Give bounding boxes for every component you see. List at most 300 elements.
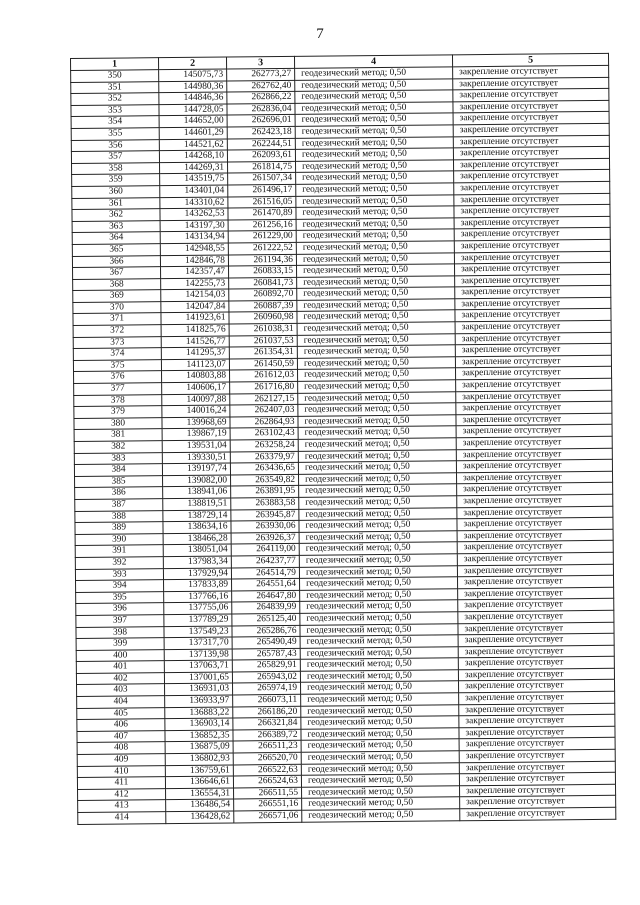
marking-cell: закрепление отсутствует <box>457 529 613 542</box>
header-coordinate-x: 2 <box>159 57 227 70</box>
coordinate-x-cell: 138819,51 <box>163 498 231 510</box>
marking-cell: закрепление отсутствует <box>454 193 610 206</box>
marking-cell: закрепление отсутствует <box>456 390 612 403</box>
point-number-cell: 393 <box>75 568 163 580</box>
method-cell: геодезический метод; 0,50 <box>300 658 458 671</box>
coordinate-y-cell: 262407,03 <box>230 405 298 417</box>
coordinate-x-cell: 139968,69 <box>162 417 230 429</box>
marking-cell: закрепление отсутствует <box>456 436 612 449</box>
method-cell: геодезический метод; 0,50 <box>296 206 454 219</box>
coordinate-y-cell: 266511,23 <box>233 741 301 753</box>
coordinate-y-cell: 266520,70 <box>233 752 301 764</box>
coordinate-y-cell: 263102,43 <box>230 428 298 440</box>
coordinate-y-cell: 265943,02 <box>232 671 300 683</box>
coordinate-y-cell: 264551,64 <box>232 578 300 590</box>
coordinate-y-cell: 261612,03 <box>230 370 298 382</box>
point-number-cell: 352 <box>71 93 159 105</box>
coordinate-x-cell: 137929,94 <box>163 568 231 580</box>
point-number-cell: 362 <box>72 209 160 221</box>
marking-cell: закрепление отсутствует <box>453 89 609 102</box>
method-cell: геодезический метод; 0,50 <box>300 600 458 613</box>
coordinate-y-cell: 260887,39 <box>229 300 297 312</box>
point-number-cell: 400 <box>76 649 164 661</box>
header-point-number: 1 <box>71 58 159 71</box>
marking-cell: закрепление отсутствует <box>453 123 609 136</box>
coordinate-x-cell: 139330,51 <box>162 452 230 464</box>
method-cell: геодезический метод; 0,50 <box>298 461 456 474</box>
marking-cell: закрепление отсутствует <box>458 645 614 658</box>
coordinate-y-cell: 262866,22 <box>227 92 295 104</box>
point-number-cell: 368 <box>73 278 161 290</box>
coordinate-y-cell: 263930,06 <box>231 520 299 532</box>
marking-cell: закрепление отсутствует <box>454 170 610 183</box>
coordinate-x-cell: 144521,62 <box>159 139 227 151</box>
coordinate-x-cell: 136428,62 <box>166 811 234 823</box>
coordinate-y-cell: 263883,58 <box>231 497 299 509</box>
method-cell: геодезический метод; 0,50 <box>295 125 453 138</box>
coordinates-table <box>70 53 616 825</box>
coordinate-y-cell: 260841,73 <box>229 277 297 289</box>
coordinate-x-cell: 142154,03 <box>161 289 229 301</box>
point-number-cell: 367 <box>73 267 161 279</box>
marking-cell: закрепление отсутствует <box>459 703 615 716</box>
method-cell: геодезический метод; 0,50 <box>298 403 456 416</box>
method-cell: геодезический метод; 0,50 <box>302 809 460 822</box>
coordinate-y-cell: 261814,75 <box>228 161 296 173</box>
marking-cell: закрепление отсутствует <box>454 228 610 241</box>
coordinate-y-cell: 264119,00 <box>231 544 299 556</box>
coordinate-y-cell: 261354,31 <box>229 347 297 359</box>
coordinate-y-cell: 260833,15 <box>229 265 297 277</box>
coordinate-x-cell: 136883,22 <box>165 707 233 719</box>
coordinate-x-cell: 142255,73 <box>161 278 229 290</box>
coordinate-y-cell: 262773,27 <box>227 68 295 80</box>
point-number-cell: 389 <box>75 522 163 534</box>
method-cell: геодезический метод; 0,50 <box>295 160 453 173</box>
marking-cell: закрепление отсутствует <box>455 297 611 310</box>
point-number-cell: 390 <box>75 533 163 545</box>
coordinate-x-cell: 140016,24 <box>162 405 230 417</box>
point-number-cell: 406 <box>77 719 165 731</box>
method-cell: геодезический метод; 0,50 <box>297 310 455 323</box>
method-cell: геодезический метод; 0,50 <box>301 774 459 787</box>
point-number-cell: 384 <box>74 464 162 476</box>
marking-cell: закрепление отсутствует <box>458 587 614 600</box>
method-cell: геодезический метод; 0,50 <box>301 739 459 752</box>
coordinate-x-cell: 137001,65 <box>164 672 232 684</box>
point-number-cell: 388 <box>75 510 163 522</box>
marking-cell: закрепление отсутствует <box>453 65 609 78</box>
method-cell: геодезический метод; 0,50 <box>300 612 458 625</box>
method-cell: геодезический метод; 0,50 <box>295 90 453 103</box>
marking-cell: закрепление отсутствует <box>456 402 612 415</box>
marking-cell: закрепление отсутствует <box>454 251 610 264</box>
coordinate-y-cell: 261037,53 <box>229 335 297 347</box>
method-cell: геодезический метод; 0,50 <box>295 78 453 91</box>
coordinate-x-cell: 140097,88 <box>162 394 230 406</box>
point-number-cell: 373 <box>73 336 161 348</box>
coordinate-x-cell: 137755,06 <box>164 602 232 614</box>
marking-cell: закрепление отсутствует <box>454 262 610 275</box>
point-number-cell: 353 <box>71 104 159 116</box>
method-cell: геодезический метод; 0,50 <box>296 194 454 207</box>
method-cell: геодезический метод; 0,50 <box>299 496 457 509</box>
point-number-cell: 414 <box>78 812 166 824</box>
point-number-cell: 403 <box>77 684 165 696</box>
coordinate-x-cell: 144980,36 <box>159 81 227 93</box>
marking-cell: закрепление отсутствует <box>454 216 610 229</box>
marking-cell: закрепление отсутствует <box>455 309 611 322</box>
method-cell: геодезический метод; 0,50 <box>300 670 458 683</box>
coordinate-y-cell: 260960,98 <box>229 312 297 324</box>
marking-cell: закрепление отсутствует <box>455 344 611 357</box>
marking-cell: закрепление отсутствует <box>459 761 615 774</box>
point-number-cell: 378 <box>74 394 162 406</box>
marking-cell: закрепление отсутствует <box>453 112 609 125</box>
coordinate-y-cell: 261256,16 <box>228 219 296 231</box>
method-cell: геодезический метод; 0,50 <box>298 380 456 393</box>
coordinate-x-cell: 138051,04 <box>163 544 231 556</box>
coordinate-x-cell: 141825,76 <box>161 324 229 336</box>
point-number-cell: 394 <box>76 580 164 592</box>
coordinate-x-cell: 136875,09 <box>165 741 233 753</box>
coordinate-x-cell: 144728,05 <box>159 104 227 116</box>
marking-cell: закрепление отсутствует <box>456 378 612 391</box>
method-cell: геодезический метод; 0,50 <box>301 681 459 694</box>
coordinate-x-cell: 136931,03 <box>165 683 233 695</box>
coordinate-y-cell: 266186,20 <box>233 706 301 718</box>
point-number-cell: 374 <box>73 348 161 360</box>
coordinate-y-cell: 261222,52 <box>228 242 296 254</box>
marking-cell: закрепление отсутствует <box>459 691 615 704</box>
coordinate-y-cell: 261716,80 <box>230 381 298 393</box>
coordinate-x-cell: 139082,00 <box>163 475 231 487</box>
coordinate-x-cell: 142948,55 <box>160 243 228 255</box>
method-cell: геодезический метод; 0,50 <box>297 264 455 277</box>
coordinate-y-cell: 261038,31 <box>229 323 297 335</box>
coordinate-y-cell: 262762,40 <box>227 80 295 92</box>
coordinate-y-cell: 265787,43 <box>232 648 300 660</box>
marking-cell: закрепление отсутствует <box>458 599 614 612</box>
method-cell: геодезический метод; 0,50 <box>299 542 457 555</box>
coordinate-y-cell: 264647,80 <box>232 590 300 602</box>
method-cell: геодезический метод; 0,50 <box>299 565 457 578</box>
point-number-cell: 382 <box>74 441 162 453</box>
method-cell: геодезический метод; 0,50 <box>296 241 454 254</box>
method-cell: геодезический метод; 0,50 <box>297 345 455 358</box>
marking-cell: закрепление отсутствует <box>454 181 610 194</box>
coordinate-y-cell: 266571,06 <box>234 810 302 822</box>
point-number-cell: 363 <box>72 220 160 232</box>
coordinate-x-cell: 137833,89 <box>164 579 232 591</box>
coordinate-y-cell: 260892,70 <box>229 289 297 301</box>
marking-cell: закрепление отсутствует <box>457 552 613 565</box>
method-cell: геодезический метод; 0,50 <box>296 183 454 196</box>
coordinate-x-cell: 137317,70 <box>164 637 232 649</box>
coordinate-x-cell: 141526,77 <box>161 336 229 348</box>
point-number-cell: 361 <box>72 197 160 209</box>
marking-cell: закрепление отсутствует <box>457 483 613 496</box>
point-number-cell: 395 <box>76 591 164 603</box>
coordinate-y-cell: 266073,11 <box>233 694 301 706</box>
point-number-cell: 381 <box>74 429 162 441</box>
coordinate-x-cell: 136852,35 <box>165 730 233 742</box>
coordinate-y-cell: 263379,97 <box>230 451 298 463</box>
point-number-cell: 350 <box>71 70 159 82</box>
point-number-cell: 413 <box>78 800 166 812</box>
coordinate-y-cell: 264514,79 <box>231 567 299 579</box>
marking-cell: закрепление отсутствует <box>458 622 614 635</box>
marking-cell: закрепление отсутствует <box>456 459 612 472</box>
coordinate-y-cell: 263549,82 <box>231 474 299 486</box>
marking-cell: закрепление отсутствует <box>454 239 610 252</box>
coordinate-y-cell: 264839,99 <box>232 602 300 614</box>
marking-cell: закрепление отсутствует <box>459 680 615 693</box>
method-cell: геодезический метод; 0,50 <box>296 229 454 242</box>
point-number-cell: 387 <box>75 499 163 511</box>
marking-cell: закрепление отсутствует <box>457 541 613 554</box>
marking-cell: закрепление отсутствует <box>455 332 611 345</box>
coordinate-y-cell: 261507,34 <box>228 173 296 185</box>
marking-cell: закрепление отсутствует <box>455 367 611 380</box>
coordinate-y-cell: 263436,65 <box>230 463 298 475</box>
point-number-cell: 407 <box>77 730 165 742</box>
marking-cell: закрепление отсутствует <box>458 657 614 670</box>
table-body <box>71 65 616 824</box>
marking-cell: закрепление отсутствует <box>457 517 613 530</box>
coordinate-y-cell: 265286,76 <box>232 625 300 637</box>
point-number-cell: 376 <box>74 371 162 383</box>
point-number-cell: 372 <box>73 325 161 337</box>
coordinate-y-cell: 262696,01 <box>227 115 295 127</box>
point-number-cell: 355 <box>71 128 159 140</box>
method-cell: геодезический метод; 0,50 <box>297 287 455 300</box>
marking-cell: закрепление отсутствует <box>457 494 613 507</box>
method-cell: геодезический метод; 0,50 <box>297 357 455 370</box>
point-number-cell: 401 <box>76 661 164 673</box>
method-cell: геодезический метод; 0,50 <box>299 484 457 497</box>
method-cell: геодезический метод; 0,50 <box>299 531 457 544</box>
method-cell: геодезический метод; 0,50 <box>296 252 454 265</box>
point-number-cell: 412 <box>78 788 166 800</box>
point-number-cell: 370 <box>73 302 161 314</box>
coordinate-x-cell: 137789,29 <box>164 614 232 626</box>
coordinate-x-cell: 143262,53 <box>160 208 228 220</box>
coordinate-x-cell: 136759,61 <box>165 765 233 777</box>
method-cell: геодезический метод; 0,50 <box>301 762 459 775</box>
marking-cell: закрепление отсутствует <box>459 749 615 762</box>
coordinate-x-cell: 142047,84 <box>161 301 229 313</box>
point-number-cell: 392 <box>75 557 163 569</box>
method-cell: геодезический метод; 0,50 <box>297 299 455 312</box>
marking-cell: закрепление отсутствует <box>455 274 611 287</box>
coordinates-table-sheet <box>70 53 615 825</box>
coordinate-y-cell: 263891,95 <box>231 486 299 498</box>
method-cell: геодезический метод; 0,50 <box>299 507 457 520</box>
method-cell: геодезический метод; 0,50 <box>298 426 456 439</box>
coordinate-y-cell: 261516,05 <box>228 196 296 208</box>
point-number-cell: 402 <box>76 672 164 684</box>
method-cell: геодезический метод; 0,50 <box>297 276 455 289</box>
method-cell: геодезический метод; 0,50 <box>300 623 458 636</box>
point-number-cell: 360 <box>72 186 160 198</box>
coordinate-y-cell: 266321,84 <box>233 718 301 730</box>
coordinate-x-cell: 143197,30 <box>160 220 228 232</box>
marking-cell: закрепление отсутствует <box>453 158 609 171</box>
coordinate-y-cell: 266551,16 <box>234 799 302 811</box>
coordinate-x-cell: 138466,28 <box>163 533 231 545</box>
point-number-cell: 409 <box>77 754 165 766</box>
method-cell: геодезический метод; 0,50 <box>300 577 458 590</box>
coordinate-y-cell: 263258,24 <box>230 439 298 451</box>
coordinate-x-cell: 137766,16 <box>164 591 232 603</box>
point-number-cell: 399 <box>76 638 164 650</box>
method-cell: геодезический метод; 0,50 <box>300 589 458 602</box>
coordinate-y-cell: 265829,91 <box>232 660 300 672</box>
point-number-cell: 364 <box>72 232 160 244</box>
marking-cell: закрепление отсутствует <box>460 796 616 809</box>
coordinate-y-cell: 261229,00 <box>228 231 296 243</box>
coordinate-x-cell: 144601,29 <box>159 127 227 139</box>
point-number-cell: 359 <box>72 174 160 186</box>
marking-cell: закрепление отсутствует <box>456 448 612 461</box>
coordinate-y-cell: 266511,55 <box>234 787 302 799</box>
coordinate-x-cell: 139197,74 <box>162 463 230 475</box>
coordinate-x-cell: 139531,04 <box>162 440 230 452</box>
method-cell: геодезический метод; 0,50 <box>297 322 455 335</box>
coordinate-x-cell: 145075,73 <box>159 69 227 81</box>
coordinate-x-cell: 143310,62 <box>160 197 228 209</box>
marking-cell: закрепление отсутствует <box>456 413 612 426</box>
coordinate-x-cell: 140803,88 <box>162 370 230 382</box>
coordinate-x-cell: 136486,54 <box>166 799 234 811</box>
marking-cell: закрепление отсутствует <box>456 471 612 484</box>
coordinate-x-cell: 138634,16 <box>163 521 231 533</box>
coordinate-y-cell: 264237,77 <box>231 555 299 567</box>
coordinate-x-cell: 144652,00 <box>159 115 227 127</box>
coordinate-x-cell: 137549,23 <box>164 625 232 637</box>
point-number-cell: 396 <box>76 603 164 615</box>
marking-cell: закрепление отсутствует <box>455 355 611 368</box>
point-number-cell: 357 <box>71 151 159 163</box>
marking-cell: закрепление отсутствует <box>453 100 609 113</box>
point-number-cell: 371 <box>73 313 161 325</box>
coordinate-y-cell: 262093,61 <box>227 149 295 161</box>
marking-cell: закрепление отсутствует <box>457 506 613 519</box>
coordinate-x-cell: 144268,10 <box>159 150 227 162</box>
method-cell: геодезический метод; 0,50 <box>298 438 456 451</box>
coordinate-x-cell: 138729,14 <box>163 510 231 522</box>
point-number-cell: 358 <box>72 162 160 174</box>
point-number-cell: 386 <box>75 487 163 499</box>
method-cell: геодезический метод; 0,50 <box>295 102 453 115</box>
point-number-cell: 379 <box>74 406 162 418</box>
coordinate-x-cell: 136903,14 <box>165 718 233 730</box>
coordinate-y-cell: 263945,87 <box>231 509 299 521</box>
marking-cell: закрепление отсутствует <box>458 668 614 681</box>
marking-cell: закрепление отсутствует <box>453 146 609 159</box>
page-number: 7 <box>316 26 324 42</box>
point-number-cell: 391 <box>75 545 163 557</box>
point-number-cell: 351 <box>71 81 159 93</box>
coordinate-x-cell: 136933,97 <box>165 695 233 707</box>
marking-cell: закрепление отсутствует <box>453 135 609 148</box>
coordinate-x-cell: 136646,61 <box>165 776 233 788</box>
coordinate-y-cell: 263926,37 <box>231 532 299 544</box>
coordinate-y-cell: 266522,63 <box>233 764 301 776</box>
marking-cell: закрепление отсутствует <box>460 807 616 820</box>
point-number-cell: 404 <box>77 696 165 708</box>
point-number-cell: 385 <box>75 475 163 487</box>
coordinate-x-cell: 142846,78 <box>160 254 228 266</box>
coordinate-x-cell: 141123,07 <box>161 359 229 371</box>
marking-cell: закрепление отсутствует <box>457 575 613 588</box>
coordinate-x-cell: 143134,94 <box>160 231 228 243</box>
method-cell: геодезический метод; 0,50 <box>298 368 456 381</box>
header-coordinate-y: 3 <box>226 56 294 69</box>
method-cell: геодезический метод; 0,50 <box>299 519 457 532</box>
method-cell: геодезический метод; 0,50 <box>298 415 456 428</box>
coordinate-x-cell: 139867,19 <box>162 428 230 440</box>
coordinate-x-cell: 137983,34 <box>163 556 231 568</box>
point-number-cell: 397 <box>76 615 164 627</box>
method-cell: геодезический метод; 0,50 <box>296 218 454 231</box>
marking-cell: закрепление отсутствует <box>459 738 615 751</box>
method-cell: геодезический метод; 0,50 <box>299 473 457 486</box>
marking-cell: закрепление отсутствует <box>457 564 613 577</box>
coordinate-x-cell: 138941,06 <box>163 486 231 498</box>
coordinate-y-cell: 262836,04 <box>227 103 295 115</box>
method-cell: геодезический метод; 0,50 <box>295 113 453 126</box>
marking-cell: закрепление отсутствует <box>454 204 610 217</box>
header-marking: 5 <box>452 53 608 66</box>
coordinate-x-cell: 142357,47 <box>161 266 229 278</box>
method-cell: геодезический метод; 0,50 <box>301 751 459 764</box>
point-number-cell: 405 <box>77 707 165 719</box>
marking-cell: закрепление отсутствует <box>455 286 611 299</box>
coordinate-x-cell: 136802,93 <box>165 753 233 765</box>
marking-cell: закрепление отсутствует <box>453 77 609 90</box>
marking-cell: закрепление отсутствует <box>458 610 614 623</box>
coordinate-y-cell: 266389,72 <box>233 729 301 741</box>
coordinate-x-cell: 143519,75 <box>160 173 228 185</box>
coordinate-x-cell: 144846,36 <box>159 92 227 104</box>
marking-cell: закрепление отсутствует <box>459 715 615 728</box>
coordinate-x-cell: 141295,37 <box>161 347 229 359</box>
point-number-cell: 377 <box>74 383 162 395</box>
point-number-cell: 410 <box>77 765 165 777</box>
coordinate-x-cell: 143401,04 <box>160 185 228 197</box>
point-number-cell: 354 <box>71 116 159 128</box>
method-cell: геодезический метод; 0,50 <box>295 67 453 80</box>
point-number-cell: 380 <box>74 417 162 429</box>
method-cell: геодезический метод; 0,50 <box>295 136 453 149</box>
marking-cell: закрепление отсутствует <box>455 320 611 333</box>
method-cell: геодезический метод; 0,50 <box>301 704 459 717</box>
point-number-cell: 398 <box>76 626 164 638</box>
coordinate-y-cell: 261496,17 <box>228 184 296 196</box>
coordinate-y-cell: 262244,51 <box>227 138 295 150</box>
method-cell: геодезический метод; 0,50 <box>302 786 460 799</box>
coordinate-y-cell: 266524,63 <box>233 776 301 788</box>
method-cell: геодезический метод; 0,50 <box>295 148 453 161</box>
coordinate-x-cell: 140606,17 <box>162 382 230 394</box>
method-cell: геодезический метод; 0,50 <box>298 449 456 462</box>
coordinate-y-cell: 261470,89 <box>228 207 296 219</box>
marking-cell: закрепление отсутствует <box>456 425 612 438</box>
coordinate-y-cell: 261194,36 <box>228 254 296 266</box>
coordinate-x-cell: 137063,71 <box>164 660 232 672</box>
